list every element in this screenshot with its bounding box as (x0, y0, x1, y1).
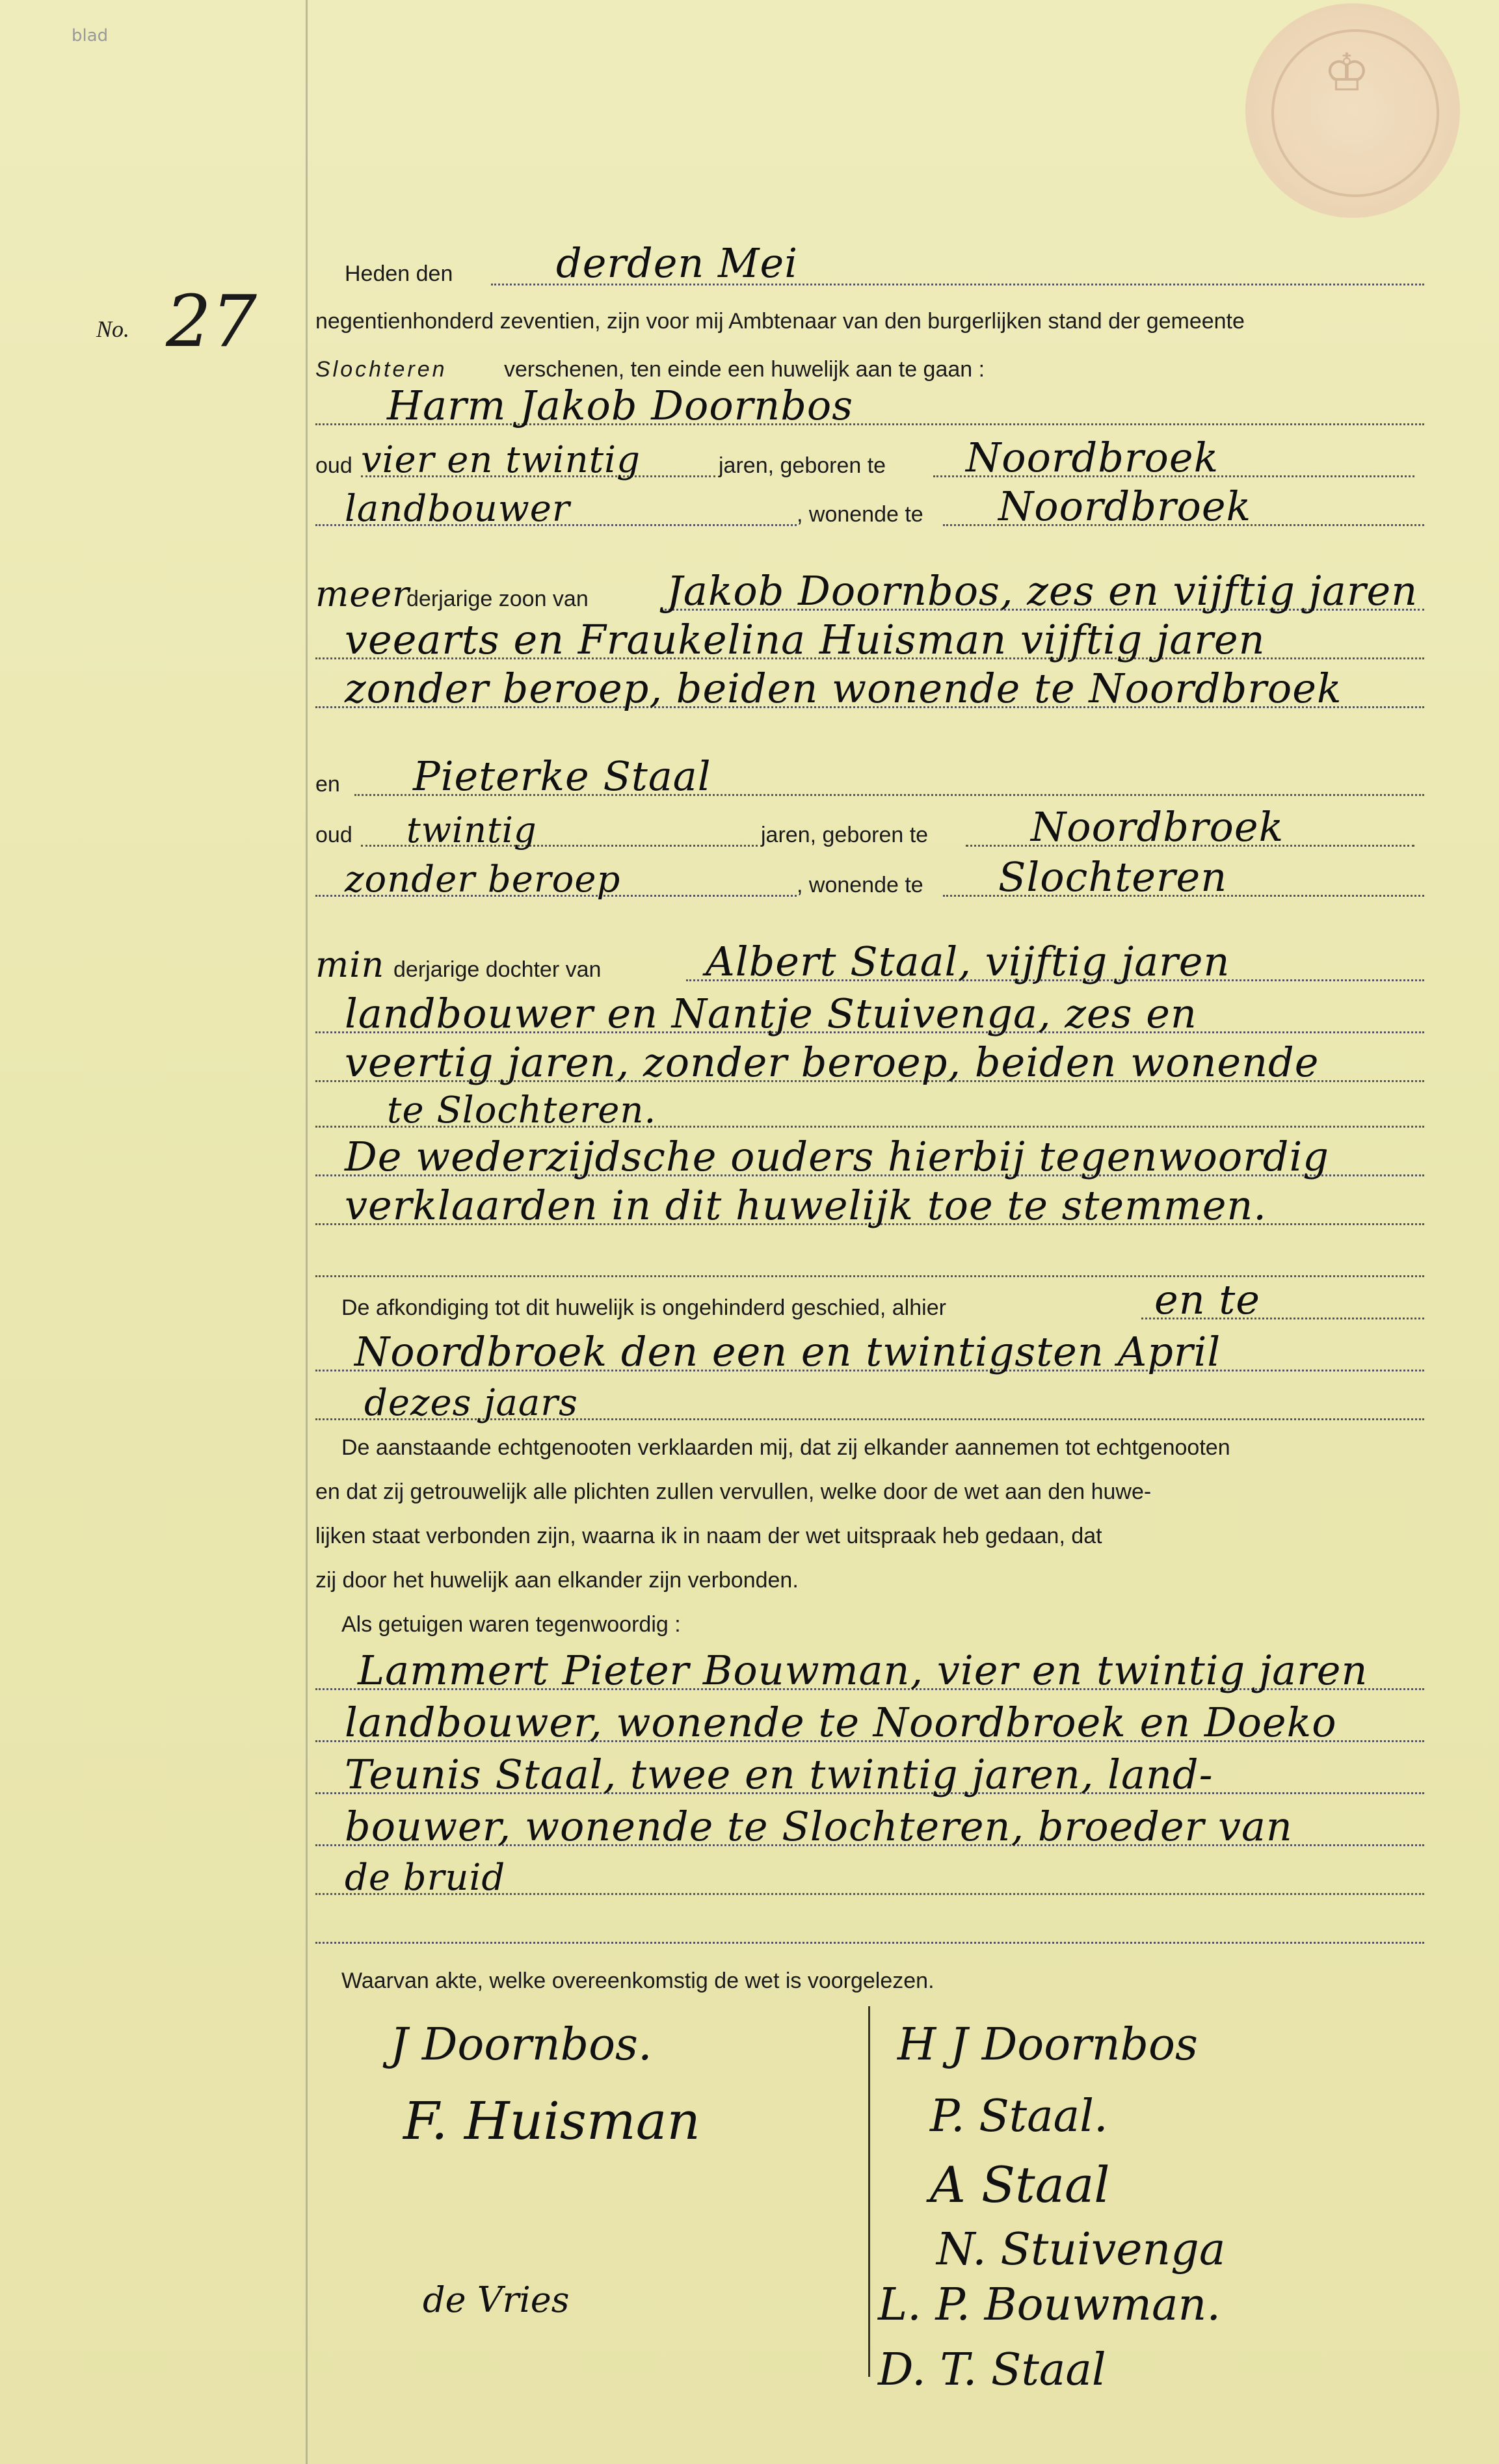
bride-parents-line-1 (315, 938, 1424, 985)
witnesses-label: Als getuigen waren tegenwoordig : (341, 1612, 681, 1637)
groom-parents-line-1 (315, 567, 1424, 615)
groom-age: vier en twintig (361, 439, 641, 481)
jaren-geboren-label: jaren, geboren te (761, 823, 929, 847)
groom-age-line (315, 434, 1424, 481)
afkondiging-hw-3: dezes jaars (364, 1382, 578, 1424)
date-handwritten: derden Mei (556, 239, 799, 287)
blank-line (315, 1242, 1424, 1281)
closing-line (315, 1957, 1424, 1996)
blank-line (315, 1909, 1424, 1948)
corner-mark: blad (72, 26, 109, 46)
groom-occupation-line (315, 483, 1424, 530)
signature-right-1: H J Doornbos (897, 2019, 1198, 2071)
groom-majority: meer (315, 574, 410, 615)
witnesses-label-line (315, 1601, 1424, 1640)
derjarige-label: derjarige zoon van (406, 587, 589, 611)
bride-age-line (315, 803, 1424, 851)
groom-parents-line-3 (315, 665, 1424, 712)
signature-right-5: L. P. Bouwman. (878, 2279, 1221, 2331)
jaren-geboren-label: jaren, geboren te (719, 453, 886, 478)
declaration-line-2 (315, 1468, 1424, 1507)
groom-birthplace: Noordbroek (966, 434, 1219, 481)
groom-parents-line-2 (315, 616, 1424, 663)
witnesses-line-5 (315, 1857, 1424, 1899)
declaration-text: zij door het huwelijk aan elkander zijn verbonden. (315, 1568, 799, 1593)
consent-line-1 (315, 1133, 1424, 1180)
groom-occupation: landbouwer (345, 488, 570, 530)
afkondiging-line-3 (315, 1382, 1424, 1424)
groom-residence: Noordbroek (998, 483, 1252, 530)
afkondiging-line-2 (315, 1328, 1424, 1375)
bride-occupation: zonder beroep (345, 858, 621, 901)
bride-parents-line-4 (315, 1089, 1424, 1132)
declaration-text: en dat zij getrouwelijk alle plichten zullen vervullen, welke door de wet aan den huwe- (315, 1479, 1152, 1504)
afkondiging-line (315, 1276, 1424, 1323)
signature-right-6: D. T. Staal (878, 2344, 1106, 2396)
preamble-text: negentienhonderd zeventien, zijn voor mij Ambtenaar van den burgerlijken stand der gemeente (315, 309, 1245, 334)
bride-parents-4: te Slochteren. (387, 1089, 657, 1132)
oud-label: oud (315, 453, 352, 478)
wonende-label: , wonende te (797, 502, 923, 527)
embossed-seal-stamp (1245, 3, 1460, 218)
declaration-text: De aanstaande echtgenooten verklaarden mij, dat zij elkander aannemen tot echtgenooten (341, 1435, 1230, 1460)
signature-right-4: N. Stuivenga (936, 2224, 1226, 2275)
witnesses-5: de bruid (345, 1857, 506, 1899)
bride-name: Pieterke Staal (413, 752, 711, 800)
record-number-label: No. (96, 316, 130, 342)
bride-parents-line-3 (315, 1039, 1424, 1086)
afkondiging-hw-2: Noordbroek den een en twintigsten April (354, 1328, 1221, 1375)
afkondiging-text: De afkondiging tot dit huwelijk is ongehinderd geschied, alhier (341, 1295, 946, 1320)
fill-line (315, 1942, 1424, 1944)
bride-majority: min (315, 944, 385, 985)
witnesses-1: Lammert Pieter Bouwman, vier en twintig jaren (358, 1647, 1368, 1694)
municipality-line (315, 346, 1424, 385)
consent-line-2 (315, 1182, 1424, 1229)
municipality-name: Slochteren (315, 357, 447, 382)
witnesses-3: Teunis Staal, twee en twintig jaren, land- (345, 1751, 1214, 1798)
bride-residence: Slochteren (998, 853, 1228, 901)
bride-occupation-line (315, 853, 1424, 901)
signature-right-3: A Staal (930, 2156, 1110, 2214)
witnesses-line-3 (315, 1751, 1424, 1798)
signature-right-2: P. Staal. (930, 2091, 1108, 2142)
record-number: 27 (166, 280, 257, 363)
declaration-line-4 (315, 1557, 1424, 1596)
witnesses-line-1 (315, 1647, 1424, 1694)
declaration-line-1 (315, 1424, 1424, 1463)
bride-name-line (315, 752, 1424, 800)
witnesses-4: bouwer, wonende te Slochteren, broeder van (345, 1803, 1293, 1850)
heden-den-label: Heden den (345, 261, 453, 286)
consent-1: De wederzijdsche ouders hierbij tegenwoordig (345, 1133, 1329, 1180)
declaration-line-3 (315, 1513, 1424, 1552)
derjarige-label: derjarige dochter van (393, 957, 602, 982)
declaration-text: lijken staat verbonden zijn, waarna ik in naam der wet uitspraak heb gedaan, dat (315, 1524, 1102, 1548)
bride-age: twintig (406, 810, 537, 851)
en-label: en (315, 772, 340, 797)
groom-parents-2: veearts en Fraukelina Huisman vijftig jaren (345, 616, 1266, 663)
date-line (315, 239, 1424, 289)
wonende-label: , wonende te (797, 873, 923, 897)
signature-left-1: J Doornbos. (390, 2019, 652, 2071)
bride-parents-line-2 (315, 990, 1424, 1037)
groom-parents-1: Jakob Doornbos, zes en vijftig jaren (667, 567, 1418, 615)
closing-text: Waarvan akte, welke overeenkomstig de wet is voorgelezen. (341, 1968, 935, 1993)
signature-left-2: F. Huisman (403, 2091, 700, 2151)
bride-parents-3: veertig jaren, zonder beroep, beiden wonende (345, 1039, 1320, 1086)
margin-rule (306, 0, 308, 2464)
bride-parents-1: Albert Staal, vijftig jaren (706, 938, 1230, 985)
municipality-text: verschenen, ten einde een huwelijk aan te gaan : (504, 357, 985, 382)
crown-icon: ♔ (1323, 42, 1370, 103)
bride-parents-2: landbouwer en Nantje Stuivenga, zes en (345, 990, 1197, 1037)
witnesses-line-4 (315, 1803, 1424, 1850)
afkondiging-hw-1: en te (1154, 1276, 1260, 1323)
witnesses-line-2 (315, 1699, 1424, 1746)
oud-label: oud (315, 823, 352, 847)
witnesses-2: landbouwer, wonende te Noordbroek en Doeko (345, 1699, 1337, 1746)
preamble-line (315, 298, 1424, 337)
groom-name: Harm Jakob Doornbos (387, 382, 854, 429)
signature-divider (868, 2006, 870, 2377)
groom-name-line (315, 382, 1424, 429)
signature-left-3: de Vries (423, 2279, 570, 2320)
groom-parents-3: zonder beroep, beiden wonende te Noordbroek (345, 665, 1342, 712)
bride-birthplace: Noordbroek (1031, 803, 1284, 851)
consent-2: verklaarden in dit huwelijk toe te stemmen. (345, 1182, 1267, 1229)
